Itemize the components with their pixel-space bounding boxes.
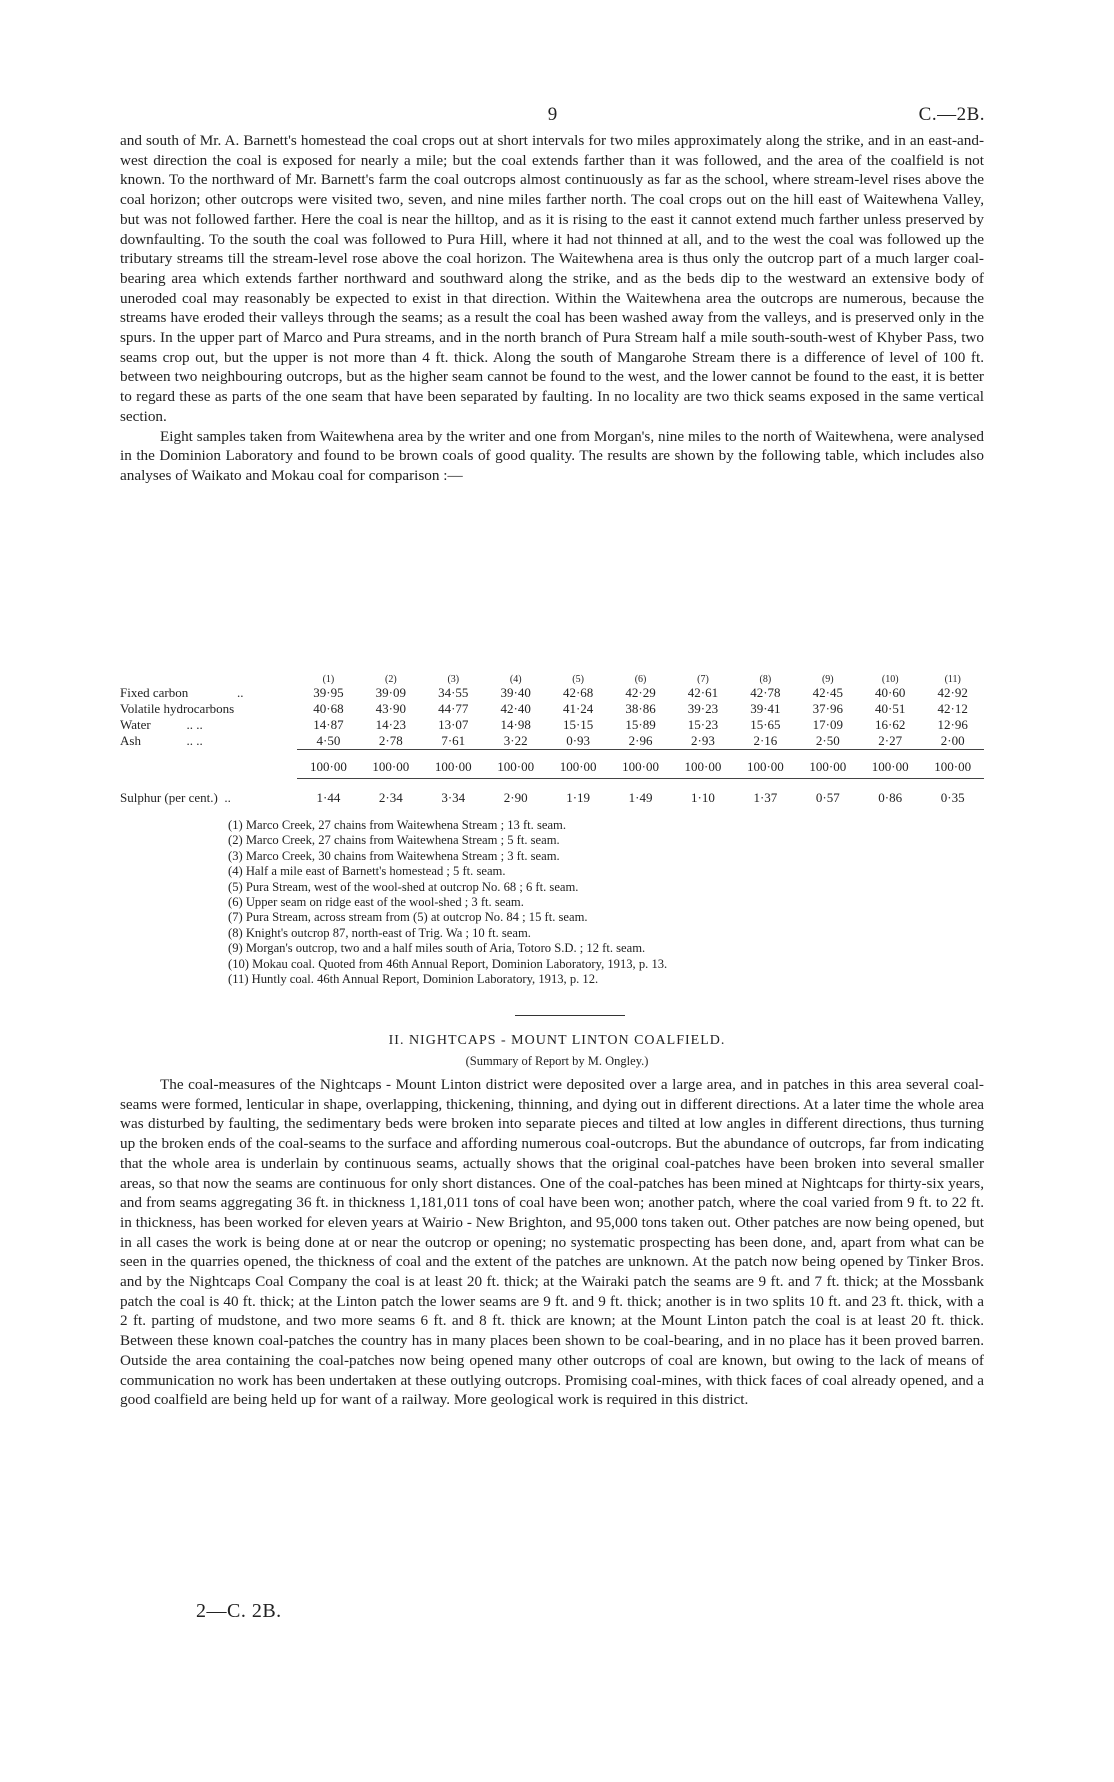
table-row-sulphur	[120, 779, 984, 810]
table-cell: 42·92	[937, 685, 968, 700]
table-cell: 42·78	[750, 685, 781, 700]
note-item: (2) Marco Creek, 27 chains from Waitewhena Stream ; 5 ft. seam.	[228, 833, 560, 848]
note-item: (4) Half a mile east of Barnett's homestead ; 5 ft. seam.	[228, 864, 506, 879]
table-cell: 1·10	[691, 790, 715, 805]
document-reference: C.—2B.	[918, 104, 985, 125]
table-cell: 42·29	[625, 685, 656, 700]
table-cell: 12·96	[937, 717, 968, 732]
signature-mark: 2—C. 2B.	[196, 1600, 282, 1622]
table-cell: 44·77	[438, 701, 469, 716]
table-cell: 43·90	[375, 701, 407, 716]
table-cell: 1·19	[566, 790, 591, 805]
table-cell: 14·98	[500, 717, 531, 732]
total-cell: 100·00	[297, 750, 359, 779]
table-cell: 14·23	[375, 717, 407, 732]
table-cell: 15·15	[562, 717, 594, 732]
table-cell: 38·86	[625, 701, 656, 716]
section-paragraph: The coal-measures of the Nightcaps - Mount Linton district were deposited over a large area, and in patches in this area several coal-seams were formed, lenticular in shape, overlapping, thickening, thinning, and dying out in different directions. At a later time the whole area was disturbed by faulting, the sedimentary beds were broken into separate pieces and tilted at low angles in different directions, thus turning up the broken ends of the coal-seams to the surface and affording numerous coal-outcrops. But the abundance of outcrops, far from indicating that the whole area is underlain by continuous seams, actually shows that the original coal-patches have been broken into several smaller areas, so that now the seams are continuous for only short distances. One of the coal-patches has been mined at Nightcaps for thirty-six years, and from seams aggregating 36 ft. in thickness 1,181,011 tons of coal have been won; another patch, where the coal varied from 9 ft. to 22 ft. in thickness, has been worked for eleven years at Wairio - New Brighton, and 95,000 tons taken out. Other patches are now being opened, but in all cases the work is being done at or near the outcrop or opening; no systematic prospecting has been done, and, apart from what can be seen in the quarries opened, the thickness of coal and the extent of the patches are unknown. At the patch now being opened by Tinker Bros. and by the Nightcaps Coal Company the coal is at least 20 ft. thick; at the Wairaki patch the seams are 9 ft. and 7 ft. thick; at the Mossbank patch the coal is 40 ft. thick; at the Linton patch the lower seams are 9 ft. and 9 ft. thick; another is in two splits 10 ft. and 23 ft. thick, with a 2 ft. parting of mudstone, and two more seams 6 ft. and 8 ft. thick are known; at the Mount Linton patch the coal is at least 20 ft. thick. Between these known coal-patches the country has in many places been shown to be coal-bearing, and in no place has it been proved barren. Outside the area containing the coal-patches now being opened many other outcrops of coal are known, but owing to the lack of means of communication no work has been undertaken at these outlying outcrops. Promising coal-mines, with thick faces of coal already opened, and a good coalfield are being held up for want of a railway. More geological work is required in this district.	[120, 1076, 984, 1409]
table-cell: 13·07	[438, 717, 469, 732]
table-cell: 2·34	[378, 790, 403, 805]
column-header: (7)	[697, 673, 709, 685]
section-divider	[515, 1015, 625, 1016]
leader-dots: .. ..	[186, 733, 203, 749]
table-cell: 42·12	[937, 701, 968, 716]
leader-dots: ..	[224, 789, 231, 805]
page-header	[120, 104, 985, 128]
table-cell: 2·00	[940, 733, 965, 748]
table-row-ash	[120, 733, 984, 750]
table-cell: 14·87	[313, 717, 344, 732]
note-item: (7) Pura Stream, across stream from (5) at outcrop No. 84 ; 15 ft. seam.	[228, 910, 588, 925]
table-cell: 3·22	[503, 733, 528, 748]
note-item: (6) Upper seam on ridge east of the wool-shed ; 3 ft. seam.	[228, 895, 524, 910]
paragraph-2: Eight samples taken from Waitewhena area by the writer and one from Morgan's, nine miles to the north of Waitewhena, were analysed in the Dominion Laboratory and found to be brown coals of good quality. The results are shown by the following table, which includes also analyses of Waikato and Mokau coal for comparison :—	[120, 427, 984, 484]
coal-analysis-table	[120, 673, 984, 809]
table-cell: 42·40	[500, 701, 531, 716]
total-cell: 100·00	[921, 750, 984, 779]
total-cell: 100·00	[734, 750, 796, 779]
column-header: (5)	[572, 673, 584, 685]
note-item: (8) Knight's outcrop 87, north-east of Trig. Wa ; 10 ft. seam.	[228, 925, 531, 940]
column-header: (6)	[634, 673, 647, 685]
table-cell: 2·96	[628, 733, 653, 748]
note-item: (10) Mokau coal. Quoted from 46th Annual Report, Dominion Laboratory, 1913, p. 13.	[228, 956, 668, 971]
table-cell: 0·93	[566, 733, 591, 748]
table-cell: 40·51	[875, 701, 906, 716]
row-label: Volatile hydrocarbons	[120, 701, 235, 716]
table-row-water	[120, 717, 984, 733]
leader-dots: ..	[236, 685, 244, 700]
section-body	[120, 1075, 984, 1410]
column-header: (4)	[509, 673, 522, 685]
note-item: (5) Pura Stream, west of the wool-shed at outcrop No. 68 ; 6 ft. seam.	[228, 879, 579, 894]
table-cell: 2·16	[753, 733, 778, 748]
total-cell: 100·00	[797, 750, 859, 779]
table-cell: 2·78	[378, 733, 403, 748]
note-item: (11) Huntly coal. 46th Annual Report, Dominion Laboratory, 1913, p. 12.	[228, 972, 599, 987]
total-cell: 100·00	[360, 750, 422, 779]
table-cell: 42·68	[562, 685, 594, 700]
table-cell: 0·57	[815, 790, 840, 805]
table-cell: 15·65	[750, 717, 781, 732]
table-cell: 42·61	[687, 685, 719, 700]
column-header: (1)	[322, 673, 335, 685]
table-cell: 1·49	[628, 790, 653, 805]
page-number: 9	[547, 104, 558, 125]
column-header: (3)	[447, 673, 460, 685]
table-cell: 40·68	[313, 701, 344, 716]
table-cell: 4·50	[316, 733, 341, 748]
table-cell: 34·55	[438, 685, 469, 700]
note-item: (1) Marco Creek, 27 chains from Waitewhena Stream ; 13 ft. seam.	[228, 818, 566, 832]
row-label: Sulphur (per cent.)	[120, 789, 218, 805]
table-notes	[228, 818, 667, 987]
total-cell: 100·00	[859, 750, 921, 779]
table-cell: 0·35	[940, 790, 965, 805]
leader-dots: .. ..	[186, 717, 203, 732]
table-row-volatile	[120, 701, 984, 717]
table-cell: 0·86	[878, 790, 903, 805]
table-cell: 3·34	[441, 790, 466, 805]
column-header: (10)	[881, 673, 899, 685]
table-cell: 40·60	[875, 685, 906, 700]
row-label: Ash	[120, 733, 141, 749]
table-cell: 15·89	[625, 717, 656, 732]
paragraph-waitewhena	[120, 131, 984, 486]
table-cell: 41·24	[562, 701, 594, 716]
row-label: Water	[120, 717, 151, 732]
table-cell: 2·27	[878, 733, 903, 748]
table-cell: 2·50	[815, 733, 840, 748]
column-header: (8)	[759, 673, 772, 685]
table-cell: 2·93	[691, 733, 715, 748]
table-cell: 37·96	[812, 701, 843, 716]
table-cell: 1·37	[753, 790, 778, 805]
note-item: (3) Marco Creek, 30 chains from Waitewhena Stream ; 3 ft. seam.	[228, 848, 560, 863]
table-cell: 16·62	[875, 717, 906, 732]
total-cell: 100·00	[484, 750, 546, 779]
total-cell: 100·00	[609, 750, 671, 779]
table-cell: 39·95	[313, 685, 344, 700]
table-header-row	[120, 673, 984, 685]
total-cell: 100·00	[672, 750, 734, 779]
total-cell: 100·00	[547, 750, 609, 779]
note-item: (9) Morgan's outcrop, two and a half miles south of Aria, Totoro S.D. ; 12 ft. seam.	[228, 941, 646, 956]
table-cell: 1·44	[316, 790, 341, 805]
table-cell: 42·45	[812, 685, 843, 700]
table-cell: 39·40	[500, 685, 531, 700]
column-header: (11)	[944, 673, 961, 685]
table-cell: 39·09	[375, 685, 407, 700]
table-total-row	[120, 750, 984, 779]
table-cell: 2·90	[503, 790, 528, 805]
table-cell: 7·61	[441, 733, 466, 748]
column-header: (2)	[385, 673, 397, 685]
table-cell: 39·23	[687, 701, 719, 716]
table-row-fixed-carbon	[120, 685, 984, 701]
table-cell: 39·41	[750, 701, 781, 716]
total-cell: 100·00	[422, 750, 484, 779]
row-label: Fixed carbon	[120, 685, 189, 700]
section-subtitle: (Summary of Report by M. Ongley.)	[465, 1054, 649, 1068]
section-title: II. NIGHTCAPS - MOUNT LINTON COALFIELD.	[388, 1033, 726, 1048]
table-cell: 17·09	[812, 717, 843, 732]
column-header: (9)	[821, 673, 834, 685]
table-cell: 15·23	[687, 717, 719, 732]
paragraph-1: and south of Mr. A. Barnett's homestead the coal crops out at short intervals for two miles approximately along the strike, and in an east-and-west direction the coal is exposed for nearly a mile; but the coal extends farther than it was followed, and the area of the coalfield is not known. To the northward of Mr. Barnett's farm the coal outcrops almost continuously as far as the school, where stream-level rises above the coal horizon; other outcrops were visited two, seven, and nine miles farther north. The coal crops out on the hill east of Waitewhena Valley, but was not followed farther. Here the coal is near the hilltop, and as it is rising to the east it cannot extend much farther unless preserved by downfaulting. To the south the coal was followed to Pura Hill, where it had not thinned at all, and to the west the coal was followed up the tributary streams till the stream-level rose above the coal horizon. The Waitewhena area is thus only the outcrop part of a much larger coal-bearing area which extends farther northward and southward along the strike, and as the beds dip to the westward an extensive body of uneroded coal may reasonably be expected to exist in that direction. Within the Waitewhena area the outcrops are numerous, because the streams have eroded their valleys through the seams; as a result the coal has been washed away from the valleys, and is preserved only in the spurs. In the upper part of Marco and Pura streams, and in the north branch of Pura Stream half a mile south-south-west of Khyber Pass, two seams crop out, but the upper is not more than 4 ft. thick. Along the south of Mangarohe Stream there is a difference of level of 100 ft. between two neighbouring outcrops, but as the higher seam cannot be found to the west, and the lower cannot be found to the east, it is better to regard these as parts of the one seam that have been separated by faulting. In no locality are two thick seams exposed in the same vertical section.	[120, 132, 984, 425]
